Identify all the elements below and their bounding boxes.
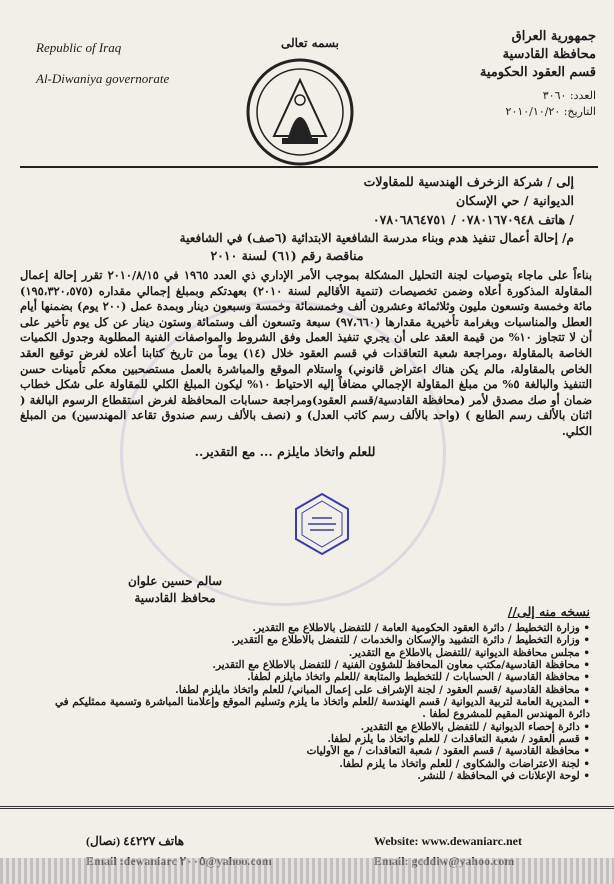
governorate-name: Al-Diwaniya governorate [36,71,170,86]
governorate-emblem-icon [244,56,356,168]
letter-body: بناءاً على ماجاء بتوصيات لجنة التحليل المشكلة بموجب الأمر الإداري ذي العدد ١٩٦٥ في ٢٠١٠/٨/١٥ تقرر إحالة إعمال المقاولة المذكورة أعلاه وضمن تخصيصات (تنمية الأقاليم لسنة ٢٠١٠) بعهدتكم وبمبلغ إجمالي مقداره (١٩٥،٣٢٠،٥٧٥) مائة وخمسة وتسعون مليون وثلاثمائة وعشرون ألف وخمسمائة وخمسة وسبعون دينار وبمدة عمل (٢٠٠ يوم) بضمنها أيام العطل والمناسبات وبغرامة تأخيرية مقدارها (٩٧،٦٦٠) سبعة وتسعون ألف وستمائة وستون دينار عن كل يوم تأخير على أن لا تتجاوز ١٠% من قيمة العقد على أن يجري تنفيذ العمل وفق الشروط والمواصفات الفنية المطلوبة وجدول الكميات الخاصة بالمقاولة ،ومراجعة شعبة التعاقدات في قسم العقود خلال (١٤) يوماً من تاريخ كتابنا أعلاه لغرض توقيع العقد الخاص بالمقاولة، مالم يكن هناك اعتراض قانوني) واستلام الموقع والمباشرة بالعمل مستصحبين معكم تأمينات حسن التنفيذ والبالغة ٥% من مبلغ المقاولة الإجمالي مضافاً إليه الاحتياط ١٠% ليكون المبلغ الكلي للمقاولة على شكل خطاب ضمان أو صك مصدق لأمر (محافظة القادسية/قسم العقود)ومراجعة حسابات المحافظة لغرض استقطاع الرسوم البالغة ( اثنان بالألف رسم الطابع ) (واحد بالألف رسم كاتب العدل) و (نصف بالألف رسم صندوق تقاعد المهندسين) من المبلغ الكلي. [20,268,592,438]
recipient-phone: / هاتف ٠٧٨٠١٦٧٠٩٤٨ / ٠٧٨٠٦٨٦٤٧٥١ [372,212,574,227]
copy-recipient: • قسم العقود / شعبة التعاقدات / للعلم واتخاذ ما يلزم لطفا. [40,733,590,745]
header-right-arabic [426,28,596,120]
footer-pattern-band [0,858,614,884]
recipient-block [194,172,574,229]
copy-recipient: • لجنة الاعتراضات والشكاوى / للعلم واتخاذ ما يلزم لطفا. [40,758,590,770]
footer-website[interactable]: Website: www.dewaniarc.net [373,834,522,848]
copy-recipient: • المديرية العامة لتربية الديوانية / قسم الهندسة /للعلم واتخاذ ما يلزم وتسليم الموقع وإعلامنا المباشرة وتسمية ممثليكم في دائرة المهندس المقيم للمشروع لطفا . [40,696,590,721]
copy-recipient: • مجلس محافظة الديوانية /للتفضل بالاطلاع مع التقدير. [40,647,590,659]
reference-date: التاريخ: ٢٠١٠/١٠/٢٠ [505,105,596,118]
subject-block [60,230,574,264]
department-label: قسم العقود الحكومية [479,65,596,80]
reference-number: العدد: ٣٠٦٠ [542,89,596,102]
copy-recipient: • لوحة الإعلانات في المحافظة / للنشر. [40,770,590,782]
closing-line: للعلم واتخاذ مايلزم ... مع التقدير.. [194,444,376,459]
copy-recipient: • وزارة التخطيط / دائرة العقود الحكومية العامة / للتفضل بالاطلاع مع التقدير. [40,622,590,634]
copies-list [40,622,590,782]
header-left-english [36,40,226,102]
republic-label: جمهورية العراق [511,29,596,44]
country-name: Republic of Iraq [36,40,122,55]
signatory-title: محافظ القادسية [134,591,216,605]
signature-block [90,573,260,607]
copy-recipient: • دائرة إحصاء الديوانية / للتفضل بالاطلاع مع التقدير. [40,721,590,733]
subject-line: م/ إحالة أعمال تنفيذ هدم وبناء مدرسة الشافعية الابتدائية (٦صف) في الشافعية [179,231,574,245]
bismillah: بسمه تعالى [280,36,340,50]
copy-recipient: • وزارة التخطيط / دائرة التشييد والإسكان والخدمات / للتفضل بالاطلاع مع التقدير. [40,634,590,646]
footer-phone: هاتف ٤٤٢٢٧ (نصال) [86,834,185,848]
department-seal-icon [290,492,354,556]
copy-recipient: • محافظة القادسية /قسم العقود / لجنة الإشراف على إعمال المباني/ للعلم واتخاذ مايلزم لطفا. [40,684,590,696]
copies-heading: نسخه منه إلى// [507,604,590,619]
signatory-name: سالم حسين علوان [127,574,223,588]
recipient-name: إلى / شركة الزخرف الهندسية للمقاولات [363,174,574,189]
header-divider [20,166,598,168]
recipient-location: الديوانية / حي الإسكان [456,193,574,208]
copy-recipient: • محافظة القادسية / الحسابات / للتخطيط والمتابعة /للعلم واتخاذ مايلزم لطفا. [40,671,590,683]
copy-recipient: • محافظة القادسية/مكتب معاون المحافظ للشؤون الفنية / للتفضل بالاطلاع مع التقدير. [40,659,590,671]
footer [0,806,614,884]
copy-recipient: • محافظة القادسية / قسم العقود / شعبة التعاقدات / مع الأوليات [40,745,590,757]
governorate-label: محافظة القادسية [502,47,596,62]
tender-number: مناقصة رقم (٦١) لسنة ٢٠١٠ [210,248,364,263]
